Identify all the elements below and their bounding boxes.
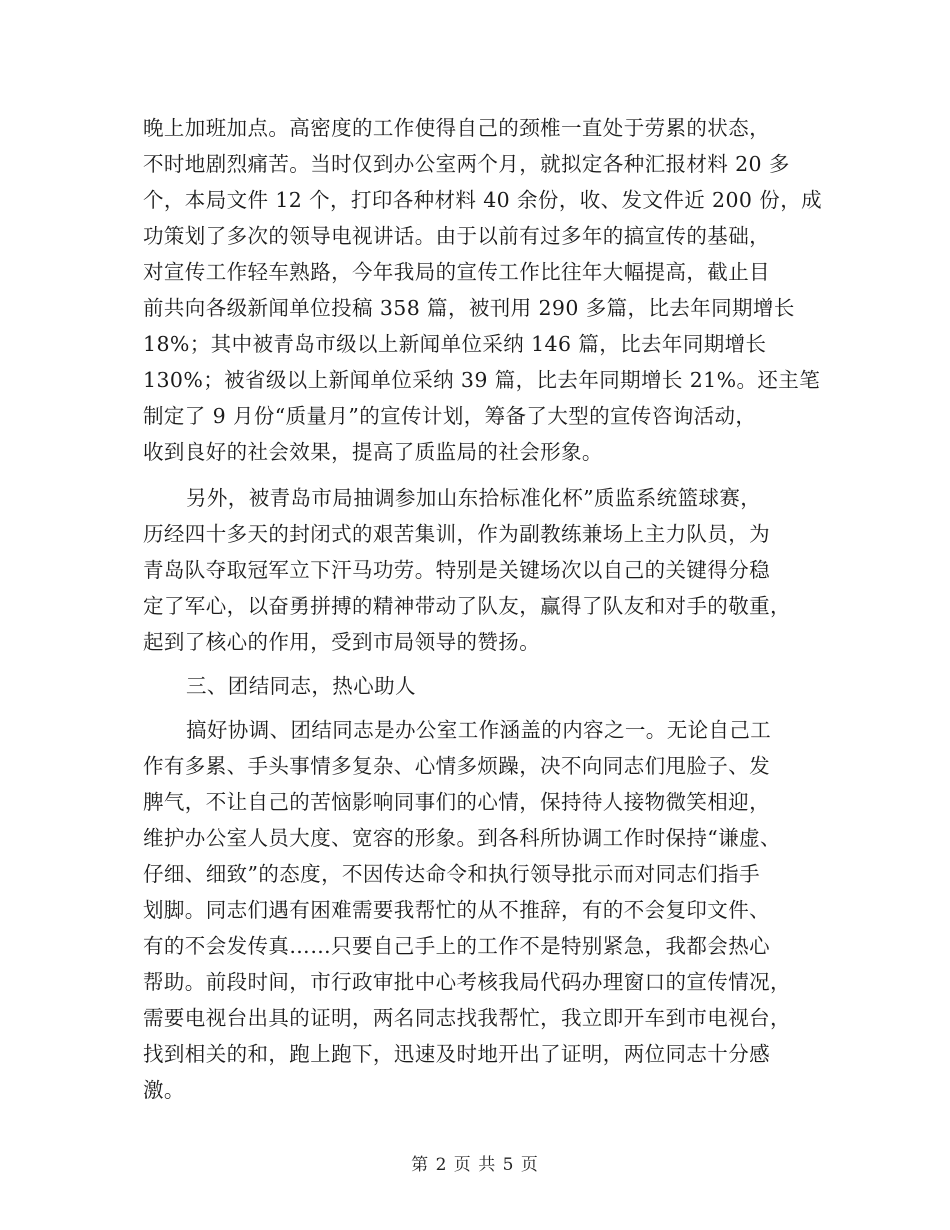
- paragraph-first-line: 搞好协调、团结同志是办公室工作涵盖的内容之一。无论自己工: [186, 718, 772, 742]
- page-number-footer: 第 2 页 共 5 页: [411, 1155, 539, 1175]
- text-line: 制定了 9 月份“质量月”的宣传计划，筹备了大型的宣传咨询活动，: [143, 404, 757, 428]
- text-line: 有的不会发传真……只要自己手上的工作不是特别紧急，我都会热心: [143, 934, 770, 958]
- text-line: 个，本局文件 12 个，打印各种材料 40 余份，收、发文件近 200 份，成: [143, 188, 822, 212]
- section-heading: 三、团结同志，热心助人: [186, 674, 416, 698]
- text-line: 激。: [143, 1078, 185, 1102]
- text-line: 定了军心，以奋勇拼搏的精神带动了队友，赢得了队友和对手的敬重，: [143, 594, 791, 618]
- text-line: 历经四十多天的封闭式的艰苦集训，作为副教练兼场上主力队员，为: [143, 522, 770, 546]
- text-line: 划脚。同志们遇有困难需要我帮忙的从不推辞，有的不会复印文件、: [143, 898, 770, 922]
- text-line: 不时地剧烈痛苦。当时仅到办公室两个月，就拟定各种汇报材料 20 多: [143, 152, 790, 176]
- text-line: 功策划了多次的领导电视讲话。由于以前有过多年的搞宣传的基础，: [143, 224, 770, 248]
- text-line: 作有多累、手头事情多复杂、心情多烦躁，决不向同志们甩脸子、发: [143, 754, 770, 778]
- text-line: 维护办公室人员大度、宽容的形象。到各科所协调工作时保持“谦虚、: [143, 826, 781, 850]
- text-line: 对宣传工作轻车熟路，今年我局的宣传工作比往年大幅提高，截止目: [143, 260, 770, 284]
- text-line: 脾气，不让自己的苦恼影响同事们的心情，保持待人接物微笑相迎，: [143, 790, 770, 814]
- text-line: 需要电视台出具的证明，两名同志找我帮忙，我立即开车到市电视台，: [143, 1006, 791, 1030]
- text-line: 找到相关的和，跑上跑下，迅速及时地开出了证明，两位同志十分感: [143, 1042, 770, 1066]
- text-line: 18%；其中被青岛市级以上新闻单位采纳 146 篇，比去年同期增长: [143, 332, 767, 356]
- paragraph-first-line: 另外，被青岛市局抽调参加山东拾标准化杯”质监系统篮球赛，: [186, 486, 762, 510]
- text-line: 青岛队夺取冠军立下汗马功劳。特别是关键场次以自己的关键得分稳: [143, 558, 770, 582]
- text-line: 130%；被省级以上新闻单位采纳 39 篇，比去年同期增长 21%。还主笔: [143, 368, 821, 392]
- text-line: 仔细、细致”的态度，不因传达命令和执行领导批示而对同志们指手: [143, 862, 760, 886]
- text-line: 帮助。前段时间，市行政审批中心考核我局代码办理窗口的宣传情况，: [143, 970, 791, 994]
- text-line: 晚上加班加点。高密度的工作使得自己的颈椎一直处于劳累的状态，: [143, 116, 770, 140]
- text-line: 收到良好的社会效果，提高了质监局的社会形象。: [143, 440, 603, 464]
- text-line: 前共向各级新闻单位投稿 358 篇，被刊用 290 多篇，比去年同期增长: [143, 296, 795, 320]
- text-line: 起到了核心的作用，受到市局领导的赞扬。: [143, 630, 541, 654]
